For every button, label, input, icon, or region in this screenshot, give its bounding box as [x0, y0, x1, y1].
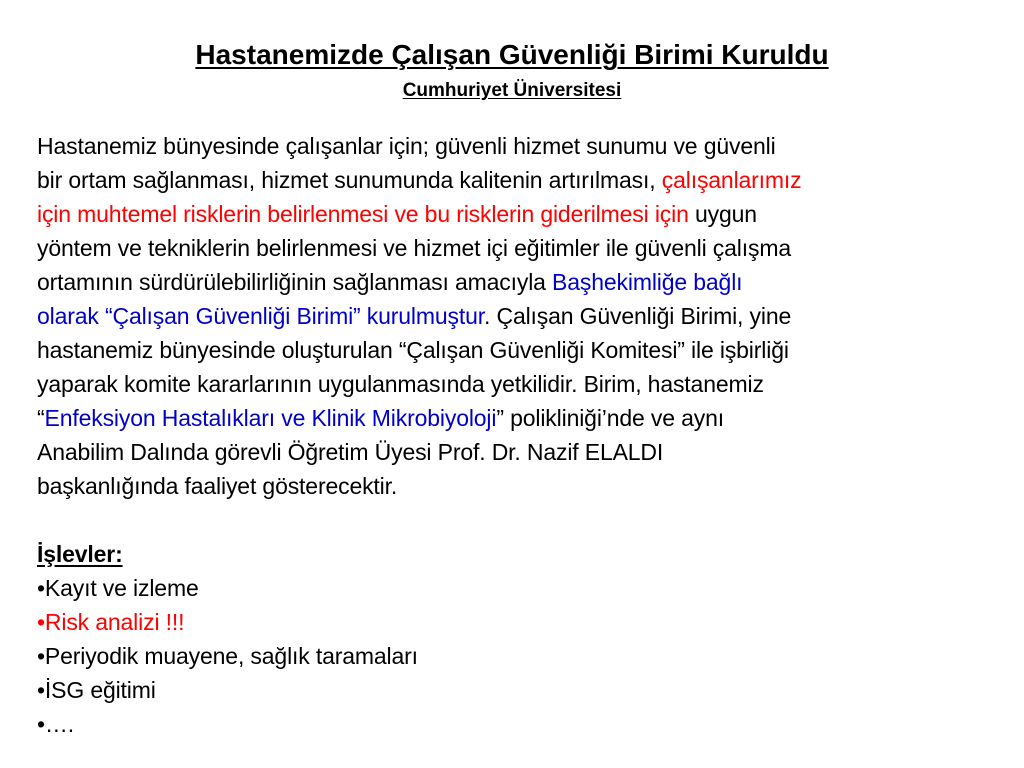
paragraph-line-3 [37, 197, 997, 231]
paragraph-line-7 [37, 333, 997, 367]
functions-heading: İşlevler: [37, 541, 123, 567]
paragraph-line-6 [37, 299, 997, 333]
functions-list-item: •…. [37, 711, 74, 737]
paragraph-line-1 [37, 129, 997, 163]
paragraph-text: Hastanemiz bünyesinde çalışanlar için; güvenli hizmet sunumu ve güvenli [37, 133, 776, 159]
slide-title: Hastanemizde Çalışan Güvenliği Birimi Kuruldu [195, 39, 829, 70]
paragraph-text: başkanlığında faaliyet gösterecektir. [37, 473, 398, 499]
highlight-red-text: için muhtemel risklerin belirlenmesi ve bu risklerin giderilmesi için [37, 201, 689, 227]
paragraph-line-4 [37, 231, 997, 265]
paragraph-text: ” polikliniği’nde ve aynı [496, 405, 725, 431]
highlight-blue-text: Enfeksiyon Hastalıkları ve Klinik Mikrobiyoloji [44, 405, 497, 431]
functions-list-item: •İSG eğitimi [37, 677, 156, 703]
paragraph-text: . Çalışan Güvenliği Birimi, yine [484, 303, 792, 329]
paragraph-line-9 [37, 401, 997, 435]
paragraph-text: ortamının sürdürülebilirliğinin sağlanması amacıyla [37, 269, 553, 295]
paragraph-line-2 [37, 163, 997, 197]
paragraph-line-8 [37, 367, 997, 401]
paragraph-text: “ [37, 405, 45, 431]
paragraph-text: yaparak komite kararlarının uygulanmasında yetkilidir. Birim, hastanemiz [37, 371, 764, 397]
functions-list-item: •Risk analizi !!! [37, 609, 185, 635]
paragraph-text: Anabilim Dalında görevli Öğretim Üyesi Prof. Dr. Nazif ELALDI [37, 439, 664, 465]
slide-subtitle: Cumhuriyet Üniversitesi [402, 80, 622, 101]
paragraph-text: uygun [688, 201, 757, 227]
paragraph-text: hastanemiz bünyesinde oluşturulan “Çalışan Güvenliği Komitesi” ile işbirliği [37, 337, 789, 363]
paragraph-line-10 [37, 435, 997, 469]
highlight-blue-text: Başhekimliğe bağlı [552, 269, 743, 295]
body-text [37, 129, 997, 741]
paragraph-text: yöntem ve tekniklerin belirlenmesi ve hizmet içi eğitimler ile güvenli çalışma [37, 235, 791, 261]
paragraph-line-5 [37, 265, 997, 299]
paragraph-line-11 [37, 469, 997, 503]
spacer [37, 503, 997, 537]
highlight-red-text: çalışanlarımız [661, 167, 802, 193]
highlight-blue-text: olarak “Çalışan Güvenliği Birimi” kurulmuştur [37, 303, 485, 329]
paragraph-text: bir ortam sağlanması, hizmet sunumunda kalitenin artırılması, [37, 167, 662, 193]
functions-list-item: •Kayıt ve izleme [37, 575, 199, 601]
functions-list-item: •Periyodik muayene, sağlık taramaları [37, 643, 418, 669]
